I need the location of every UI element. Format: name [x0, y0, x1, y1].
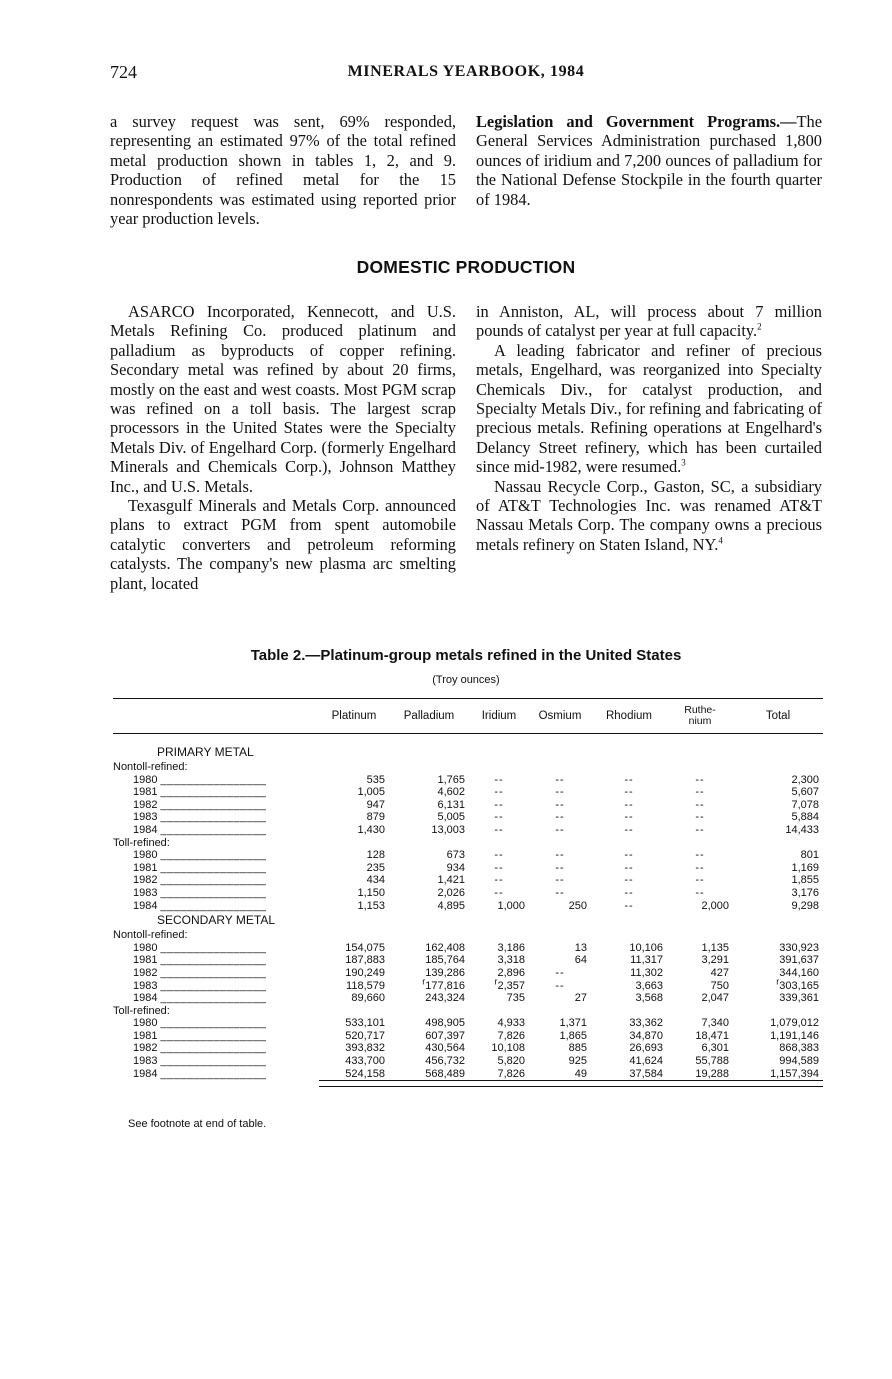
leader-dots: ________________: [160, 786, 267, 799]
year-cell: [113, 1042, 319, 1055]
year-label: 1980: [133, 941, 158, 954]
table-cell: 879: [366, 811, 385, 824]
header-stub: [113, 699, 319, 734]
table-cell: --: [624, 849, 634, 862]
table-row: [113, 900, 823, 913]
year-cell: [113, 942, 319, 955]
year-label: 1983: [133, 1055, 158, 1068]
year-cell: [113, 992, 319, 1005]
table-row: [113, 874, 823, 887]
table-cell: 11,302: [630, 966, 663, 979]
table-cell: --: [695, 811, 705, 824]
table-cell: [733, 975, 823, 993]
table-title: Table 2.—Platinum-group metals refined in the United States: [250, 647, 682, 664]
year-label: 1981: [133, 1029, 158, 1042]
year-cell: [113, 887, 319, 900]
column-header: Total: [733, 699, 823, 734]
table-cell: 27: [574, 992, 587, 1005]
year-cell: [113, 799, 319, 812]
table-cell: 427: [710, 966, 729, 979]
table-cell: 391,637: [779, 954, 819, 967]
table-cell: 434: [366, 874, 385, 887]
table-cell: 2,047: [701, 992, 729, 1005]
table-cell: --: [624, 886, 634, 899]
table-cell: 6,131: [437, 798, 465, 811]
year-cell: [113, 1068, 319, 1081]
table-cell: 7,826: [497, 1029, 525, 1042]
table-cell: 1,135: [701, 941, 729, 954]
leader-dots: ________________: [160, 823, 267, 836]
table-cell: 925: [568, 1055, 587, 1068]
section-heading: DOMESTIC PRODUCTION: [356, 257, 576, 277]
leader-dots: ________________: [160, 1042, 267, 1055]
table-cell: 5,820: [497, 1055, 525, 1068]
table-cell: --: [494, 823, 504, 836]
table-cell: 735: [506, 992, 525, 1005]
table-cell: 1,765: [437, 773, 465, 786]
table-cell: 7,826: [497, 1067, 525, 1080]
table-cell: --: [695, 849, 705, 862]
table-cell: 947: [366, 798, 385, 811]
table-cell: 934: [446, 861, 465, 874]
leader-dots: ________________: [160, 861, 267, 874]
table-cell: 13,003: [431, 823, 465, 836]
table-cell: 339,361: [779, 992, 819, 1005]
year-label: 1981: [133, 954, 158, 967]
table-row: [113, 1030, 823, 1043]
table-cell: 568,489: [425, 1067, 465, 1080]
table-cell: --: [555, 849, 565, 862]
table-row: [113, 942, 823, 955]
table-cell: 64: [574, 954, 587, 967]
group-label: Toll-refined:: [113, 836, 170, 849]
table-cell: 5,005: [437, 811, 465, 824]
year-label: 1983: [133, 886, 158, 899]
table-row: [113, 992, 823, 1005]
table-cell: 33,362: [629, 1017, 663, 1030]
column-header: Iridium: [469, 699, 529, 734]
group-row: [113, 1005, 823, 1018]
table-row: [113, 954, 823, 967]
top-left-paragraph: a survey request was sent, 69% responded, representing an estimated 97% of the total refined metal production shown in tables 1, 2, and 9. Production of refined metal for the 15 nonrespondents was estimated using reported prior year production levels.: [110, 112, 456, 229]
legislation-text: The General Services Administration purchased 1,800 ounces of iridium and 7,200 ounces of palladium for the National Defense Stockpile in the fourth quarter of 1984.: [476, 112, 822, 209]
table-cell: 5,884: [791, 811, 819, 824]
column-header: Ruthe- nium: [667, 699, 733, 734]
table-cell: --: [624, 823, 634, 836]
table-cell: 1,421: [437, 874, 465, 887]
table-cell: --: [494, 798, 504, 811]
year-cell: [113, 1030, 319, 1043]
table-cell: 520,717: [345, 1029, 385, 1042]
leader-dots: ________________: [160, 1055, 267, 1068]
legislation-paragraph: [476, 112, 822, 209]
table-cell: 3,568: [635, 992, 663, 1005]
table-cell: 393,832: [345, 1042, 385, 1055]
year-label: 1980: [133, 1017, 158, 1030]
table-cell: 190,249: [345, 966, 385, 979]
section-label: PRIMARY METAL: [157, 745, 254, 759]
table-cell: --: [494, 786, 504, 799]
year-label: 1980: [133, 849, 158, 862]
running-head: [110, 62, 822, 86]
group-row: [113, 929, 823, 942]
table-cell: 49: [574, 1067, 587, 1080]
table-cell: 26,693: [629, 1042, 663, 1055]
table-cell: 1,153: [357, 899, 385, 912]
table-cell: 250: [568, 899, 587, 912]
table-cell: --: [695, 823, 705, 836]
table-row: [113, 1055, 823, 1068]
table-cell: 128: [366, 849, 385, 862]
table-row: [113, 862, 823, 875]
table-cell: 607,397: [425, 1029, 465, 1042]
table-cell: 330,923: [779, 941, 819, 954]
table-cell: 9,298: [791, 899, 819, 912]
table-cell: 1,371: [559, 1017, 587, 1030]
table-cell: 41,624: [629, 1055, 663, 1068]
table-cell: 185,764: [425, 954, 465, 967]
data-table: [113, 698, 823, 1087]
table-row: [113, 1068, 823, 1081]
table-cell: 7,340: [701, 1017, 729, 1030]
column-header: Platinum: [319, 699, 389, 734]
table-cell: 3,186: [497, 941, 525, 954]
table-cell: 187,883: [345, 954, 385, 967]
table-row: [113, 811, 823, 824]
year-label: 1984: [133, 899, 158, 912]
year-label: 1980: [133, 773, 158, 786]
table-cell: 1,865: [559, 1029, 587, 1042]
table-cell: 524,158: [345, 1067, 385, 1080]
leader-dots: ________________: [160, 1067, 267, 1080]
table-cell: 801: [800, 849, 819, 862]
group-row: [113, 761, 823, 774]
leader-dots: ________________: [160, 979, 267, 992]
year-label: 1984: [133, 823, 158, 836]
body-paragraph: ASARCO Incorporated, Kennecott, and U.S. Metals Refining Co. produced platinum and palladium as byproducts of copper refining. Secondary metal was refined by about 20 firms, mostly on the east and west coasts. Most PGM scrap was refined on a toll basis. The largest scrap processors in the United States were the Specialty Metals Div. of Engelhard Corp. (formerly Engelhard Minerals and Chemicals Corp.), Johnson Matthey Inc., and U.S. Metals.: [110, 302, 456, 496]
table-cell: 885: [568, 1042, 587, 1055]
column-header: Palladium: [389, 699, 469, 734]
leader-dots: ________________: [160, 886, 267, 899]
table-cell: 11,317: [630, 954, 663, 967]
table-cell: 498,905: [425, 1017, 465, 1030]
cell-value: 303,165: [779, 979, 819, 992]
year-cell: [113, 954, 319, 967]
table-cell: 7,078: [791, 798, 819, 811]
year-label: 1981: [133, 861, 158, 874]
table-cell: 1,079,012: [770, 1017, 819, 1030]
table-row: [113, 967, 823, 980]
year-label: 1982: [133, 798, 158, 811]
table-cell: --: [555, 811, 565, 824]
table-cell: 673: [446, 849, 465, 862]
table-cell: 344,160: [779, 966, 819, 979]
table-cell: --: [624, 811, 634, 824]
year-cell: [113, 900, 319, 913]
leader-dots: ________________: [160, 1017, 267, 1030]
table-cell: --: [555, 874, 565, 887]
column-header: Osmium: [529, 699, 591, 734]
leader-dots: ________________: [160, 798, 267, 811]
section-label: SECONDARY METAL: [157, 913, 276, 928]
table-cell: --: [624, 899, 634, 912]
table-cell: --: [695, 886, 705, 899]
table-cell: --: [624, 786, 634, 799]
cell-value: 177,816: [425, 979, 465, 992]
table-cell: 1,157,394: [770, 1067, 819, 1080]
leader-dots: ________________: [160, 941, 267, 954]
group-row: [113, 837, 823, 850]
year-cell: [113, 862, 319, 875]
table-row: [113, 1017, 823, 1030]
table-cell: 2,026: [437, 886, 465, 899]
page-number: 724: [110, 62, 137, 82]
table-bottom-rule: [113, 1081, 823, 1087]
table-cell: [469, 975, 529, 993]
table-cell: 430,564: [425, 1042, 465, 1055]
table-cell: --: [695, 798, 705, 811]
table-cell: 18,471: [695, 1029, 729, 1042]
group-label: Nontoll-refined:: [113, 761, 188, 773]
table-cell: --: [695, 861, 705, 874]
table-header-row: [113, 699, 823, 734]
footnote-ref: 4: [718, 535, 723, 546]
table-cell: 3,663: [635, 979, 663, 992]
leader-dots: ________________: [160, 992, 267, 1005]
group-label: Toll-refined:: [113, 1004, 170, 1017]
table-cell: --: [494, 773, 504, 786]
table-cell: 235: [366, 861, 385, 874]
table-cell: --: [555, 886, 565, 899]
leader-dots: ________________: [160, 773, 267, 786]
table-cell: 5,607: [791, 786, 819, 799]
year-cell: [113, 1017, 319, 1030]
table-cell: 3,291: [701, 954, 729, 967]
table-cell: 1,191,146: [770, 1029, 819, 1042]
year-cell: [113, 1055, 319, 1068]
section-row: [113, 912, 823, 929]
table-cell: 1,169: [791, 861, 819, 874]
year-cell: [113, 980, 319, 993]
table-row: [113, 774, 823, 787]
table-cell: [389, 975, 469, 993]
year-label: 1983: [133, 979, 158, 992]
year-cell: [113, 786, 319, 799]
body-paragraph: Texasgulf Minerals and Metals Corp. announced plans to extract PGM from spent automobile catalytic converters and petroleum reforming catalysts. The company's new plasma arc smelting plant, located: [110, 496, 456, 593]
table-row: [113, 799, 823, 812]
top-right-column: [476, 112, 822, 209]
table-row: [113, 980, 823, 993]
table-cell: --: [494, 849, 504, 862]
table-cell: --: [695, 786, 705, 799]
leader-dots: ________________: [160, 1029, 267, 1042]
table-cell: --: [555, 966, 565, 979]
table-cell: --: [695, 874, 705, 887]
table-cell: 13: [574, 941, 587, 954]
top-left-column: [110, 112, 456, 228]
table-cell: 750: [710, 979, 729, 992]
table-cell: --: [555, 786, 565, 799]
table-cell: 1,005: [357, 786, 385, 799]
table-cell: --: [624, 798, 634, 811]
table-body: [113, 734, 823, 1081]
footnote-ref: 2: [757, 321, 762, 332]
table-cell: 139,286: [425, 966, 465, 979]
table-row: [113, 824, 823, 837]
table-cell: --: [494, 874, 504, 887]
table-row: [113, 1042, 823, 1055]
table-cell: 2,000: [701, 899, 729, 912]
spacer-row: [113, 734, 823, 745]
table-cell: 2,896: [497, 966, 525, 979]
year-label: 1983: [133, 811, 158, 824]
table-cell: --: [555, 979, 565, 992]
column-header: Rhodium: [591, 699, 667, 734]
table-cell: 34,870: [629, 1029, 663, 1042]
table-cell: 2,300: [791, 773, 819, 786]
group-label: Nontoll-refined:: [113, 929, 188, 942]
year-cell: [113, 774, 319, 787]
year-cell: [113, 824, 319, 837]
body-paragraph: A leading fabricator and refiner of precious metals, Engelhard, was reorganized into Specialty Chemicals Div., for catalyst production, and Specialty Metals Div., for refining and fabricating of precious metals. Refining operations at Engelhard's Delancy Street refinery, which has been curtailed since mid-1982, were resumed.$^3$: [476, 340, 822, 477]
table-cell: 243,324: [425, 992, 465, 1005]
body-paragraph: Nassau Recycle Corp., Gaston, SC, a subsidiary of AT&T Technologies Inc. was renamed AT&T Nassau Metals Corp. The company owns a precious metals refinery on Staten Island, NY.$^4$: [476, 476, 822, 554]
table-row: [113, 849, 823, 862]
table-cell: 6,301: [701, 1042, 729, 1055]
table-cell: 89,660: [351, 992, 385, 1005]
table-cell: 14,433: [785, 823, 819, 836]
leader-dots: ________________: [160, 849, 267, 862]
year-cell: [113, 967, 319, 980]
cell-value: 2,357: [497, 979, 525, 992]
table-cell: --: [555, 773, 565, 786]
table-cell: 10,108: [491, 1042, 525, 1055]
table-cell: --: [555, 798, 565, 811]
table-cell: 535: [366, 773, 385, 786]
table-cell: 37,584: [629, 1067, 663, 1080]
table-cell: 456,732: [425, 1055, 465, 1068]
table-cell: --: [695, 773, 705, 786]
table-cell: --: [624, 874, 634, 887]
table-cell: 433,700: [345, 1055, 385, 1068]
table-row: [113, 786, 823, 799]
running-title: MINERALS YEARBOOK, 1984: [347, 63, 585, 80]
leader-dots: ________________: [160, 811, 267, 824]
section-row: [113, 744, 823, 761]
table-cell: --: [624, 773, 634, 786]
table-cell: 3,176: [791, 886, 819, 899]
table-cell: --: [494, 861, 504, 874]
year-label: 1982: [133, 874, 158, 887]
table-footnote: See footnote at end of table.: [128, 1118, 267, 1130]
table-cell: 1,000: [497, 899, 525, 912]
runin-heading: Legislation and Government Programs.—: [476, 112, 797, 131]
table-cell: --: [555, 861, 565, 874]
table-cell: 118,579: [346, 979, 385, 992]
body-paragraph: in Anniston, AL, will process about 7 million pounds of catalyst per year at full capacity.$^2$: [476, 302, 822, 341]
table-subtitle: (Troy ounces): [432, 674, 500, 686]
revised-mark: r: [494, 975, 498, 986]
year-cell: [113, 874, 319, 887]
year-label: 1984: [133, 1067, 158, 1080]
table-cell: 55,788: [695, 1055, 729, 1068]
table-cell: 4,602: [437, 786, 465, 799]
table-cell: 1,150: [357, 886, 385, 899]
leader-dots: ________________: [160, 899, 267, 912]
table-row: [113, 887, 823, 900]
year-label: 1982: [133, 966, 158, 979]
table-cell: 10,106: [629, 941, 663, 954]
year-label: 1981: [133, 786, 158, 799]
footnote-ref: 3: [681, 457, 686, 468]
table-cell: 19,288: [695, 1067, 729, 1080]
table-cell: 868,383: [779, 1042, 819, 1055]
leader-dots: ________________: [160, 954, 267, 967]
leader-dots: ________________: [160, 874, 267, 887]
table-cell: --: [494, 886, 504, 899]
table-cell: 1,855: [791, 874, 819, 887]
table-cell: 1,430: [357, 823, 385, 836]
table-cell: --: [494, 811, 504, 824]
table-cell: 4,895: [437, 899, 465, 912]
year-label: 1982: [133, 1042, 158, 1055]
body-right-column: [476, 302, 822, 554]
leader-dots: ________________: [160, 966, 267, 979]
table-cell: 994,589: [779, 1055, 819, 1068]
body-left-column: [110, 302, 456, 593]
table-cell: 533,101: [345, 1017, 385, 1030]
table-cell: 154,075: [345, 941, 385, 954]
table-cell: --: [555, 823, 565, 836]
table-cell: 3,318: [497, 954, 525, 967]
table-cell: 4,933: [497, 1017, 525, 1030]
table-cell: --: [624, 861, 634, 874]
revised-mark: r: [776, 975, 780, 986]
year-cell: [113, 811, 319, 824]
revised-mark: r: [422, 975, 426, 986]
year-cell: [113, 849, 319, 862]
table-cell: 162,408: [425, 941, 465, 954]
year-label: 1984: [133, 992, 158, 1005]
